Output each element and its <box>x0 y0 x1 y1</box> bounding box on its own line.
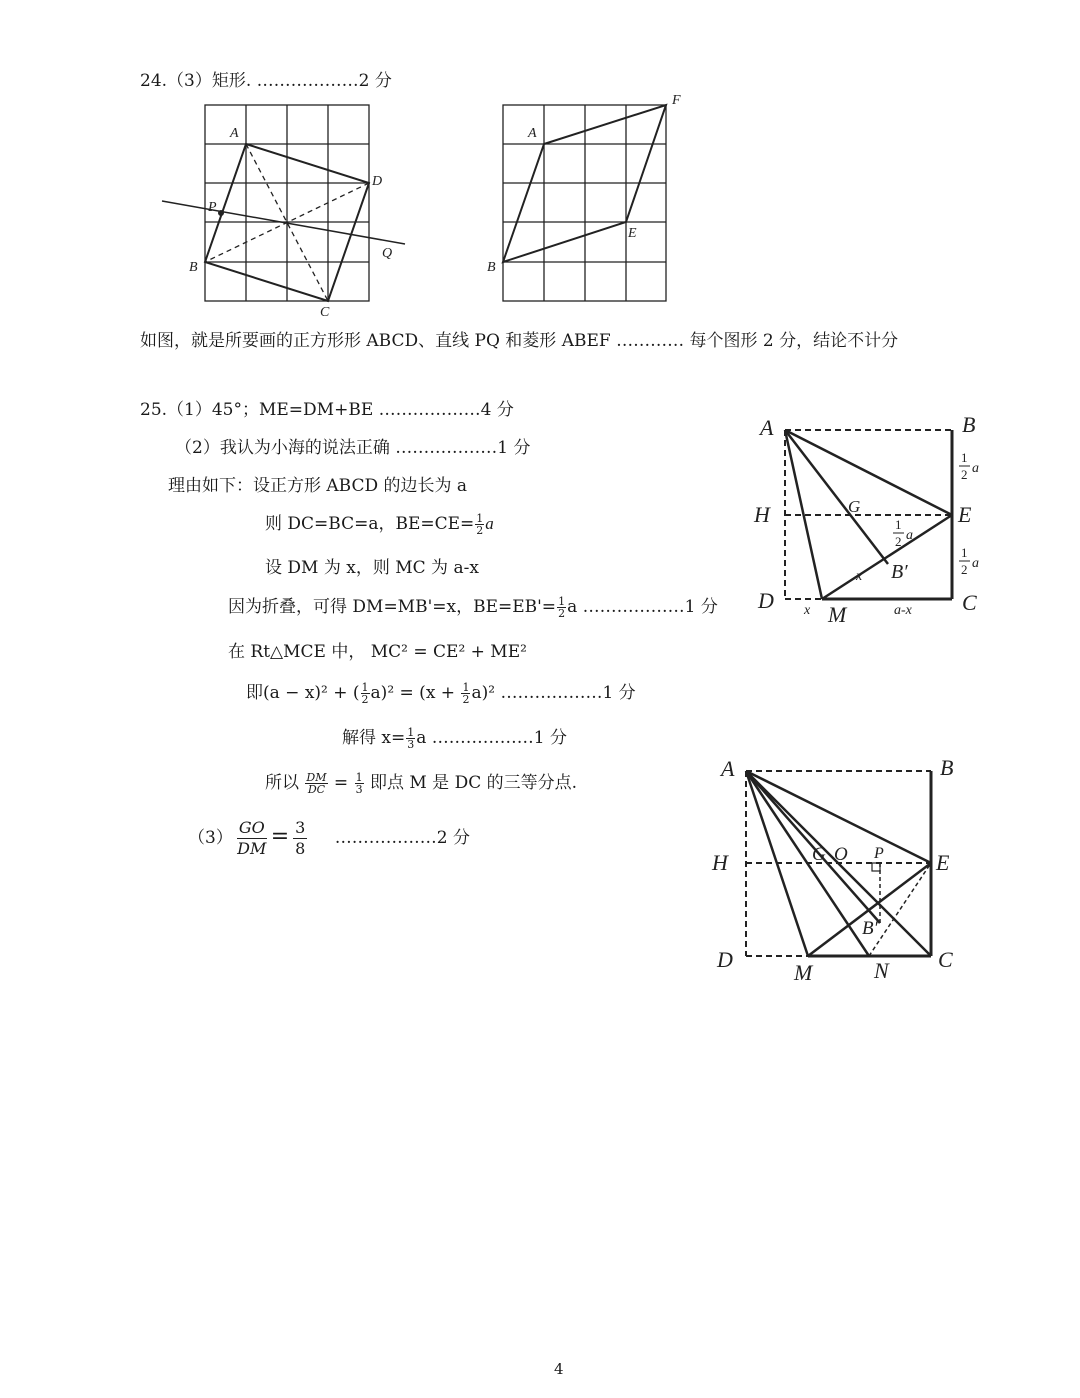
svg-text:1: 1 <box>895 517 902 532</box>
svg-text:G: G <box>812 844 826 865</box>
q25-line-dc: 则 DC=BC=a，BE=CE= $\frac{1}{2}$ a <box>265 512 494 537</box>
svg-text:H: H <box>712 850 728 875</box>
svg-text:P: P <box>874 845 884 862</box>
svg-text:B: B <box>487 260 496 275</box>
svg-text:B′: B′ <box>862 918 878 939</box>
q25-line-dm: 设 DM 为 x，则 MC 为 a-x <box>265 558 479 578</box>
svg-text:A: A <box>721 756 735 781</box>
svg-text:E: E <box>936 850 950 875</box>
svg-text:E: E <box>958 502 972 527</box>
svg-text:B: B <box>962 412 976 437</box>
svg-text:A: A <box>528 126 537 141</box>
svg-text:C: C <box>320 305 330 320</box>
svg-text:B: B <box>940 755 954 780</box>
svg-text:A: A <box>230 126 239 141</box>
svg-text:1: 1 <box>961 545 968 560</box>
svg-text:D: D <box>372 174 383 189</box>
q25-part2: （2）我认为小海的说法正确 ………………1 分 <box>175 438 531 458</box>
svg-text:M: M <box>828 602 847 627</box>
svg-text:D: D <box>717 947 733 972</box>
svg-text:H: H <box>754 502 770 527</box>
figure-24-rhombus-labels <box>487 93 681 275</box>
svg-text:B: B <box>189 260 198 275</box>
svg-text:1: 1 <box>961 450 968 465</box>
figure-24-square <box>162 105 405 301</box>
svg-text:Q: Q <box>382 246 393 261</box>
q25-solve: 解得 x= $\frac{1}{3}$ a ………………1 分 <box>342 726 568 751</box>
q24-header: 24.（3）矩形. ………………2 分 <box>140 71 392 91</box>
q25-rt: 在 Rt△MCE 中， MC² = CE² + ME² <box>228 642 527 662</box>
svg-text:2: 2 <box>961 467 968 482</box>
figure-25-fold <box>785 430 952 599</box>
svg-text:x: x <box>856 569 863 584</box>
q25-fold: 因为折叠，可得 DM=MB'=x，BE=EB'= $\frac{1}{2}$ a ………………1 分 <box>228 595 718 620</box>
svg-text:E: E <box>628 226 637 241</box>
svg-text:x: x <box>804 603 811 618</box>
svg-text:2: 2 <box>895 534 902 549</box>
q25-reason: 理由如下：设正方形 ABCD 的边长为 a <box>168 476 468 496</box>
svg-text:G: G <box>848 497 861 516</box>
svg-text:2: 2 <box>961 562 968 577</box>
svg-text:B′: B′ <box>891 561 908 583</box>
svg-text:A: A <box>760 415 774 440</box>
svg-text:D: D <box>758 588 774 613</box>
q24-caption: 如图，就是所要画的正方形形 ABCD、直线 PQ 和菱形 ABEF ………… 每个图形 2 分，结论不计分 <box>140 331 899 351</box>
svg-text:a: a <box>972 461 979 476</box>
svg-text:C: C <box>962 590 977 615</box>
q25-equation: 即(a − x)² + ( $\frac{1}{2}$ a)² = (x + $\frac{1}{2}$ a)² ………………1 分 <box>246 681 636 706</box>
svg-text:a: a <box>906 528 913 543</box>
svg-text:P: P <box>208 200 217 215</box>
svg-text:F: F <box>672 93 681 108</box>
q25-so: 所以 $\frac{DM}{DC}$ = $\frac{1}{3}$ 即点 M 是 DC 的三等分点. <box>265 771 578 796</box>
page-number: 4 <box>554 1360 564 1378</box>
svg-text:M: M <box>794 960 813 985</box>
q25-part3: （3） $\frac{GO}{DM}$ = $\frac{3}{8}$ ………………2 分 <box>188 818 470 858</box>
svg-text:a-x: a-x <box>894 603 912 618</box>
svg-text:O: O <box>834 844 848 865</box>
q25-part1: 25.（1）45°；ME=DM+BE ………………4 分 <box>140 400 514 420</box>
svg-text:a: a <box>972 556 979 571</box>
svg-text:C: C <box>938 947 953 972</box>
svg-text:N: N <box>874 958 889 983</box>
